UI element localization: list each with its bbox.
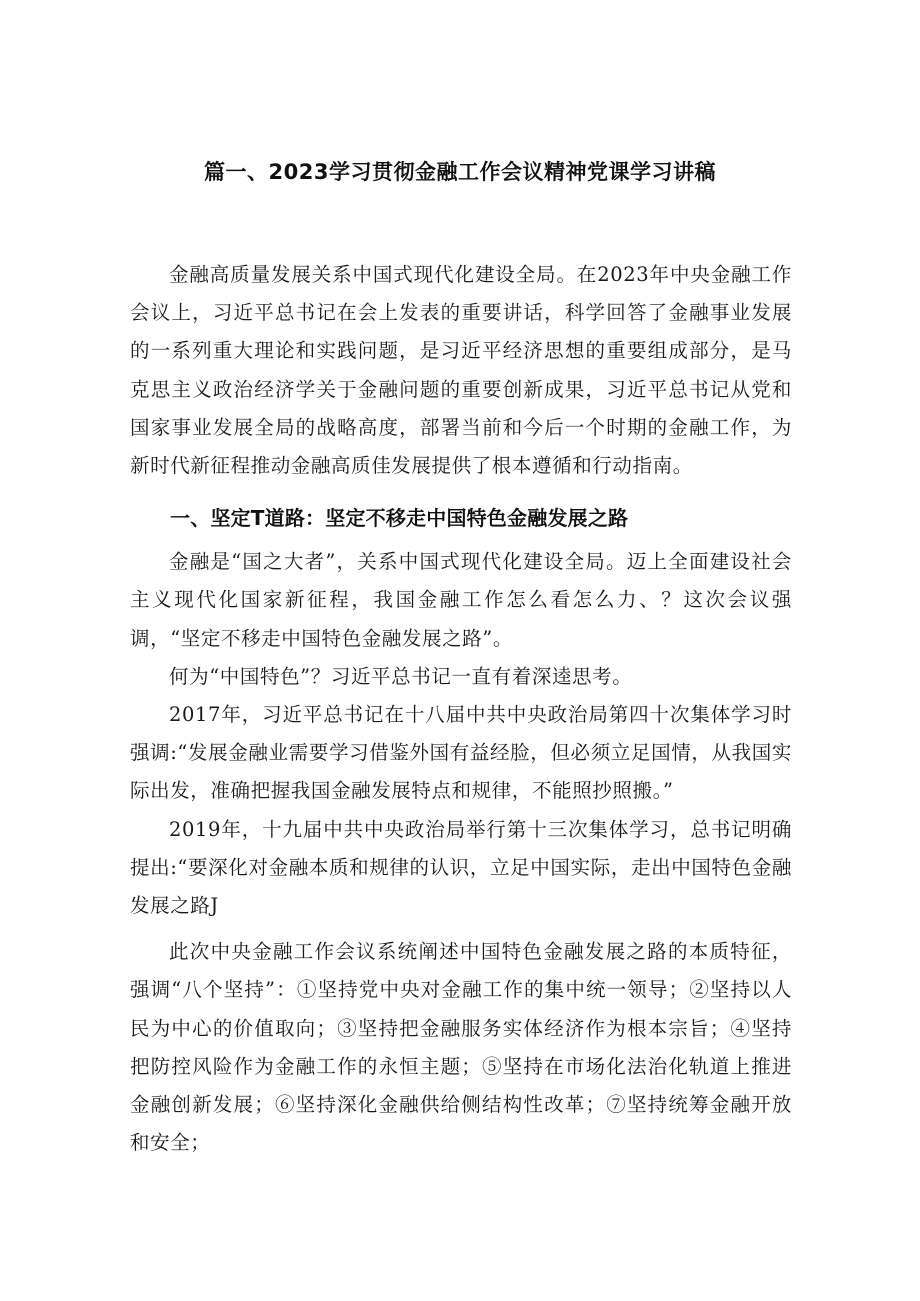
intro-paragraph: 金融高质量发展关系中国式现代化建设全局。在2023年中央金融工作会议上，习近平总书记在会上发表的重要讲话，科学回答了金融事业发展的一系列重大理论和实践问题，是习近平经济思想的重要组成部分，是马克思主义政治经济学关于金融问题的重要创新成果，习近平总书记从党和国家事业发展全局的战略高度，部署当前和今后一个时期的金融工作，为新时代新征程推动金融高质佳发展提供了根本遵循和行动指南。 xyxy=(130,263,792,478)
document-body xyxy=(130,256,792,1162)
section-paragraph-3: 2017年，习近平总书记在十八届中共中央政治局第四十次集体学习时强调:“发展金融业需要学习借鉴外国有益经脸，但必须立足国情，从我国实际出发，准确把握我国金融发展特点和规律，不能照抄照搬。” xyxy=(130,703,792,803)
section-heading: 一、坚定T道路：坚定不移走中国特色金融发展之路 xyxy=(170,506,629,531)
section-paragraph-2: 何为“中国特色”？习近平总书记一直有着深逵思考。 xyxy=(169,664,633,688)
section-paragraph-4: 2019年，十九届中共中央政治局举行第十三次集体学习，总书记明确提出:“要深化对金融本质和规律的认识，立足中国实际，走出中国特色金融发展之路J xyxy=(130,817,792,918)
document-title: 篇一、2023学习贯彻金融工作会议精神党课学习讲稿 xyxy=(204,160,716,184)
section-paragraph-1: 金融是“国之大者”，关系中国式现代化建设全局。迈上全面建设社会主义现代化国家新征程，我国金融工作怎么看怎么力、？这次会议强调，“坚定不移走中国特色金融发展之路”。 xyxy=(130,550,792,650)
section-paragraph-5: 此次中央金融工作会议系统阐述中国特色金融发展之路的本质特征，强调“八个坚持”：①坚持党中央对金融工作的集中统一领导；②坚持以人民为中心的价值取向；③坚持把金融服务实体经济作为根本宗旨；④坚持把防控风险作为金融工作的永恒主题；⑤坚持在市场化法治化轨道上推进金融创新发展；⑥坚持深化金融供给侧结构性改革；⑦坚持统筹金融开放和安全； xyxy=(130,940,792,1155)
